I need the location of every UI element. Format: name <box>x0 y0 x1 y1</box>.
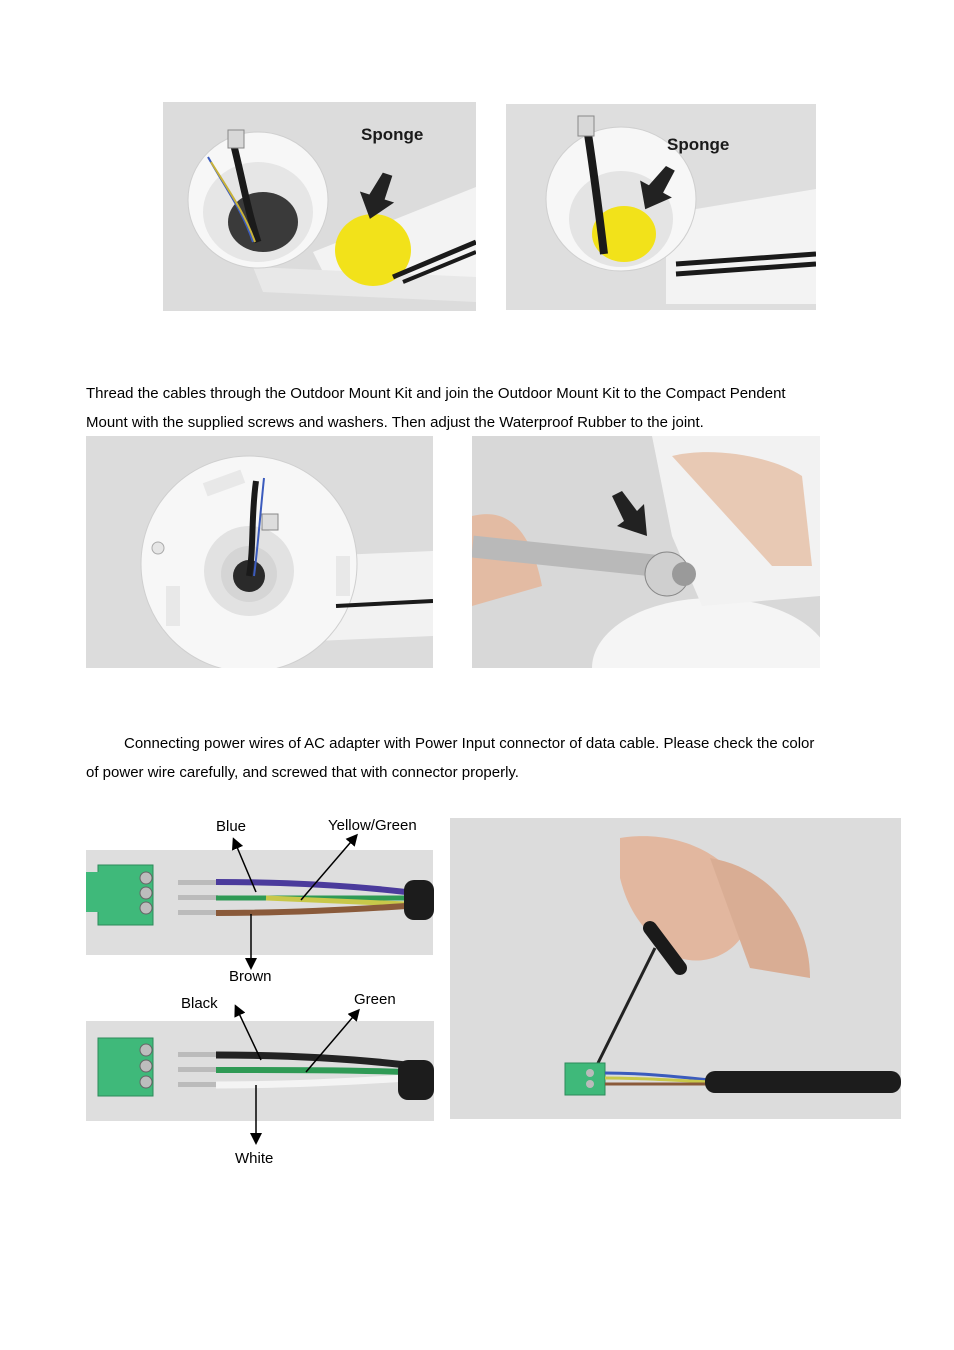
photo-wires-black-white <box>86 1021 434 1121</box>
photo-screwdriver-connector <box>450 818 901 1119</box>
para1-line2: Mount with the supplied screws and washers. Then adjust the Waterproof Rubber to the joint. <box>86 414 704 431</box>
label-blue: Blue <box>216 818 247 835</box>
para1-line1: Thread the cables through the Outdoor Mount Kit and join the Outdoor Mount Kit to the Compact Pendent <box>86 385 786 402</box>
label-brown: Brown <box>229 968 272 985</box>
photo-wrench-tightening <box>472 436 820 668</box>
label-green: Green <box>354 991 396 1008</box>
label-yellow-green: Yellow/Green <box>328 817 417 834</box>
para2-line2: of power wire carefully, and screwed that with connector properly. <box>86 764 519 781</box>
photo-sponge-left <box>163 102 476 311</box>
photo-mount-kit-top-view <box>86 436 433 668</box>
sponge-label-right: Sponge <box>667 135 730 154</box>
photo-sponge-right <box>506 104 816 310</box>
label-white: White <box>235 1150 274 1167</box>
para2-line1: Connecting power wires of AC adapter with Power Input connector of data cable. Please check the color <box>124 735 815 752</box>
wire-diagram <box>86 810 434 1170</box>
label-black: Black <box>181 995 218 1012</box>
photo-wires-blue-brown <box>86 850 434 955</box>
instruction-paragraph-1 <box>86 379 886 437</box>
instruction-paragraph-2 <box>86 729 886 787</box>
sponge-label-left: Sponge <box>361 125 424 144</box>
